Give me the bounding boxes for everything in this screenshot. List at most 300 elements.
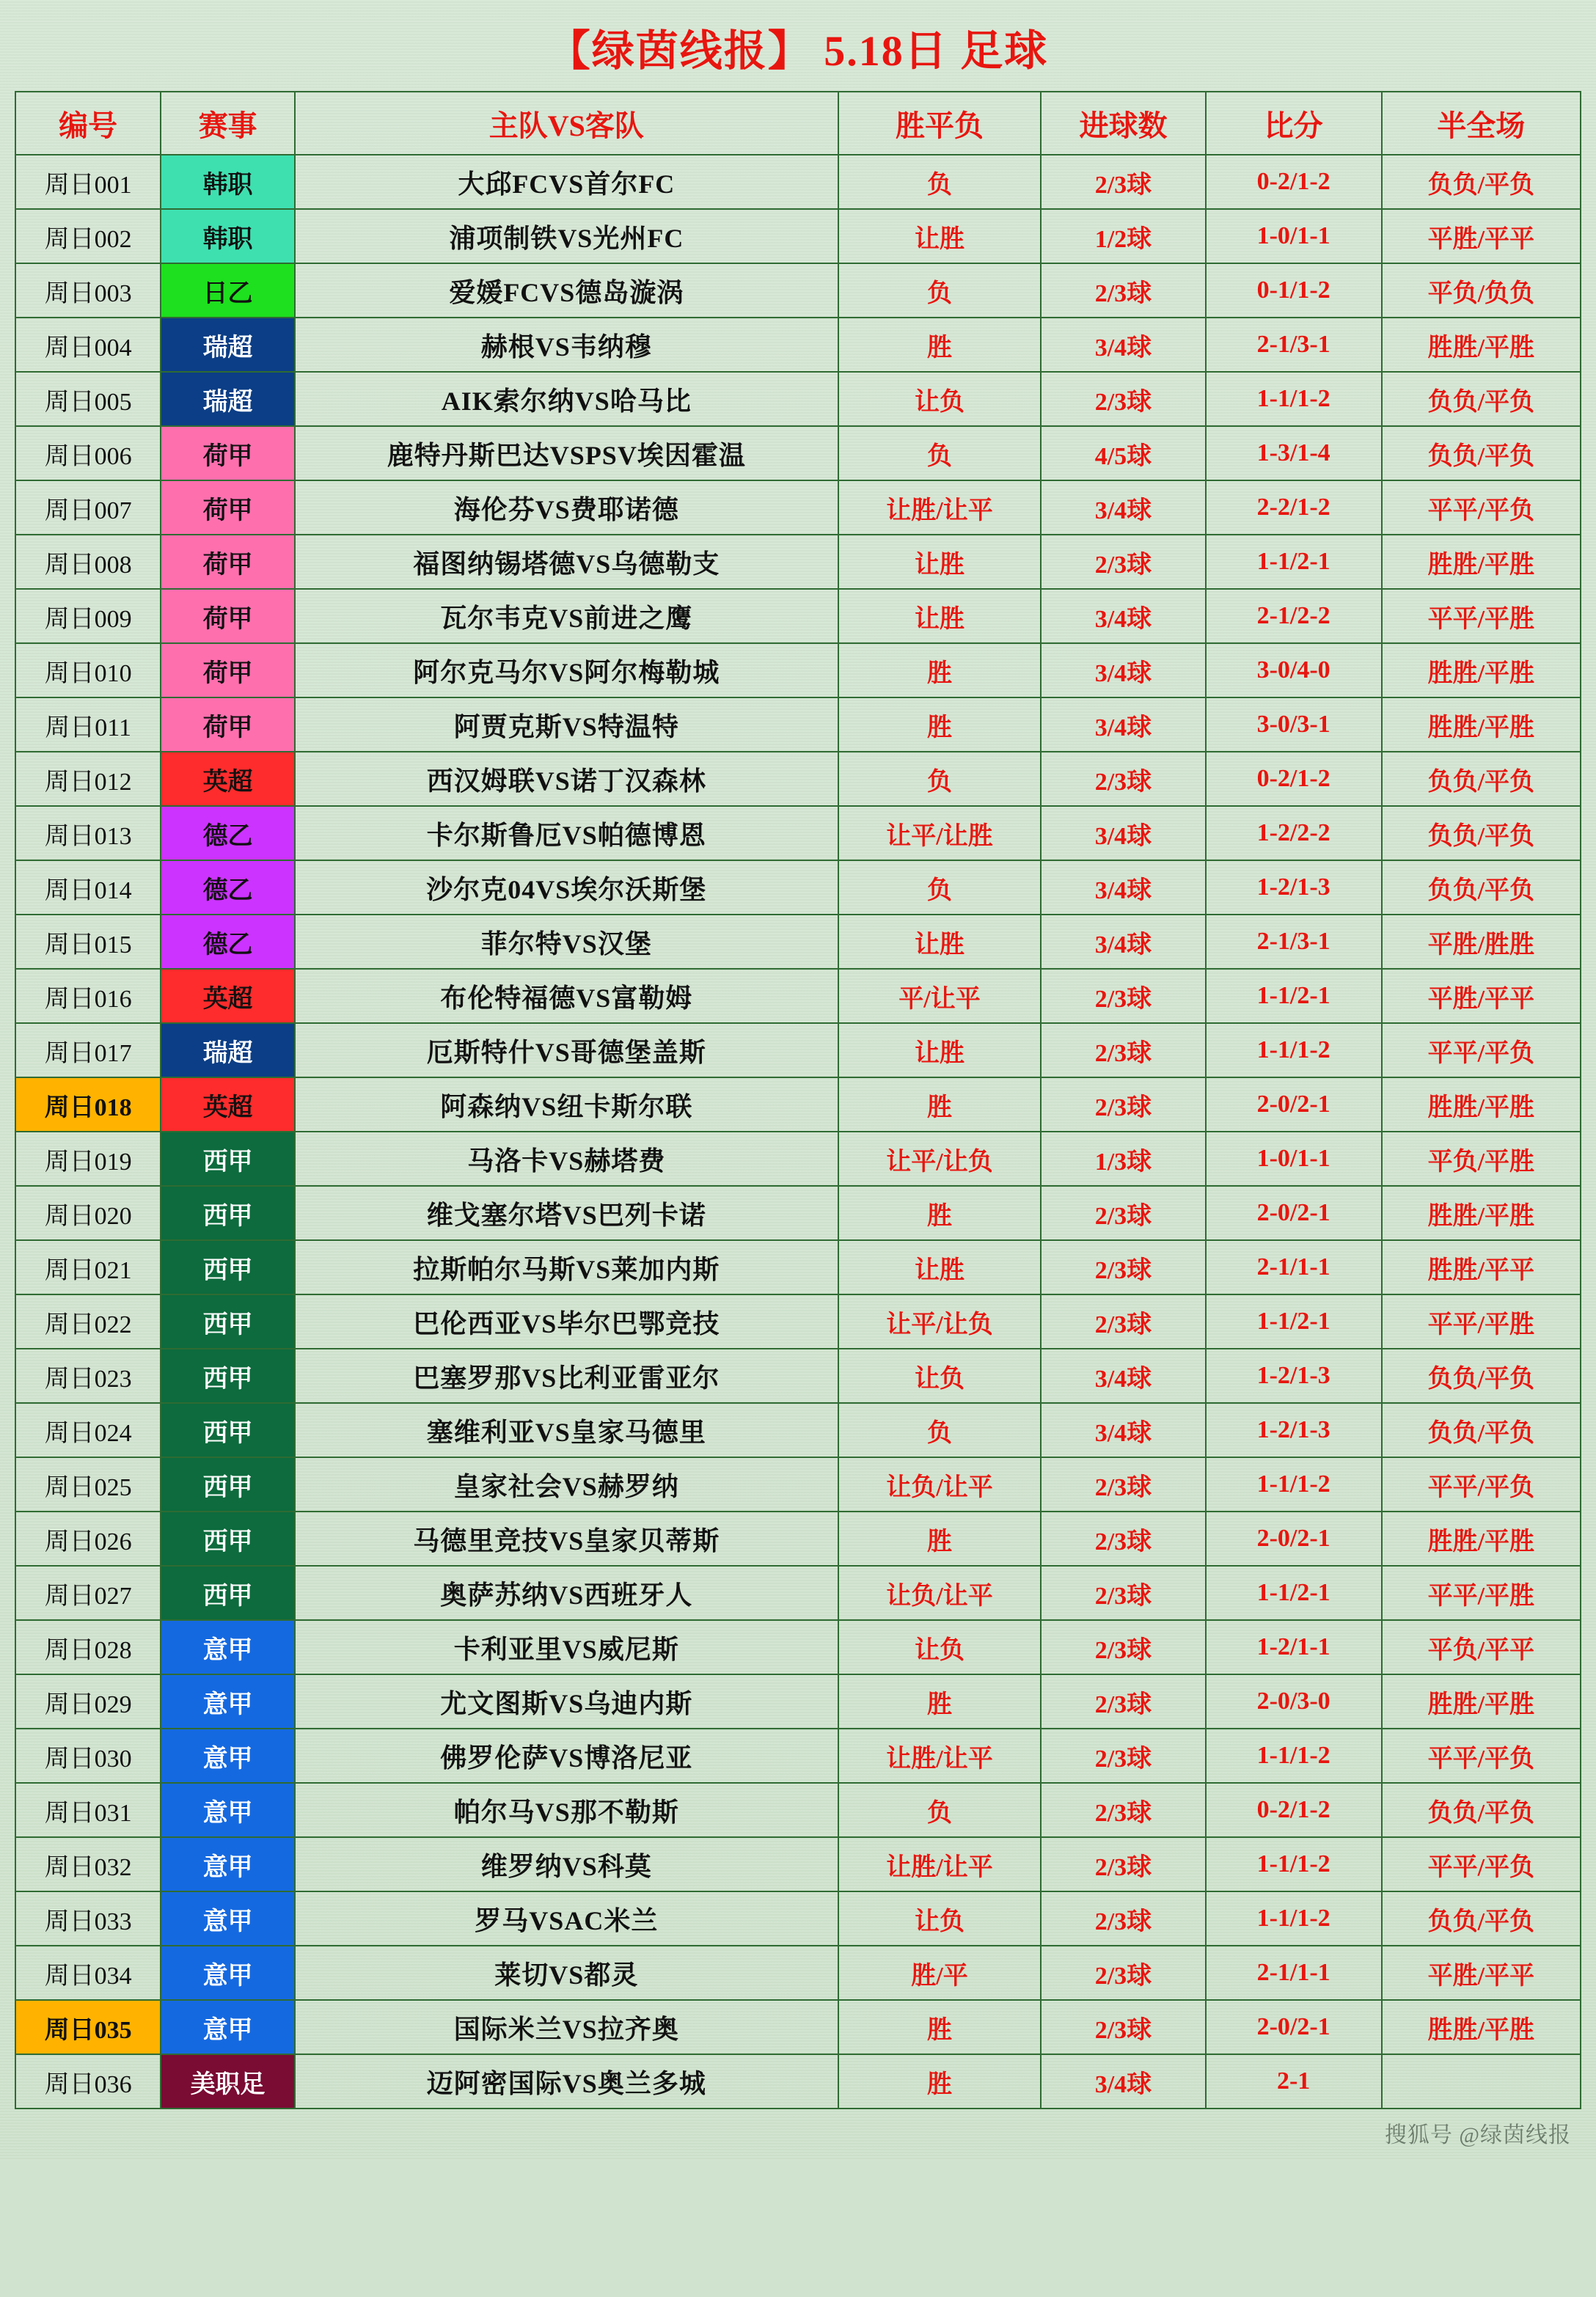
league-badge: 意甲	[161, 1837, 295, 1891]
goals-forecast: 2/3球	[1041, 1946, 1205, 2000]
match-index: 周日006	[15, 426, 161, 480]
goals-forecast: 3/4球	[1041, 806, 1205, 860]
column-header-teams: 主队VS客队	[295, 92, 838, 155]
result-forecast: 让负	[838, 1349, 1042, 1403]
halftime-fulltime-forecast: 胜胜/平平	[1382, 1240, 1581, 1294]
table-row	[15, 1566, 1581, 1620]
match-index: 周日005	[15, 372, 161, 426]
league-badge: 西甲	[161, 1240, 295, 1294]
goals-forecast: 2/3球	[1041, 1186, 1205, 1240]
goals-forecast: 3/4球	[1041, 643, 1205, 697]
score-forecast: 2-1/3-1	[1206, 318, 1382, 372]
goals-forecast: 3/4球	[1041, 480, 1205, 535]
score-forecast: 1-1/1-2	[1206, 1457, 1382, 1512]
match-index: 周日004	[15, 318, 161, 372]
match-teams: 马德里竞技VS皇家贝蒂斯	[295, 1512, 838, 1566]
result-forecast: 负	[838, 155, 1042, 209]
halftime-fulltime-forecast: 平平/平负	[1382, 1457, 1581, 1512]
score-forecast: 2-1/3-1	[1206, 915, 1382, 969]
league-badge: 西甲	[161, 1294, 295, 1349]
league-badge: 瑞超	[161, 318, 295, 372]
table-row	[15, 697, 1581, 752]
result-forecast: 胜	[838, 1077, 1042, 1132]
goals-forecast: 2/3球	[1041, 2000, 1205, 2054]
league-badge: 意甲	[161, 2000, 295, 2054]
match-teams: AIK索尔纳VS哈马比	[295, 372, 838, 426]
table-row	[15, 1512, 1581, 1566]
match-teams: 赫根VS韦纳穆	[295, 318, 838, 372]
score-forecast: 1-0/1-1	[1206, 1132, 1382, 1186]
table-row	[15, 752, 1581, 806]
goals-forecast: 2/3球	[1041, 1512, 1205, 1566]
score-forecast: 1-1/1-2	[1206, 1729, 1382, 1783]
score-forecast: 2-1/1-1	[1206, 1240, 1382, 1294]
halftime-fulltime-forecast: 平平/平负	[1382, 480, 1581, 535]
match-teams: 爱媛FCVS德岛漩涡	[295, 263, 838, 318]
match-index: 周日015	[15, 915, 161, 969]
result-forecast: 让胜	[838, 589, 1042, 643]
column-header-goals: 进球数	[1041, 92, 1205, 155]
result-forecast: 胜	[838, 1186, 1042, 1240]
match-index: 周日017	[15, 1023, 161, 1077]
league-badge: 意甲	[161, 1674, 295, 1729]
result-forecast: 让平/让负	[838, 1132, 1042, 1186]
match-index: 周日036	[15, 2054, 161, 2109]
result-forecast: 让负	[838, 372, 1042, 426]
match-teams: 马洛卡VS赫塔费	[295, 1132, 838, 1186]
goals-forecast: 1/3球	[1041, 1132, 1205, 1186]
goals-forecast: 2/3球	[1041, 1620, 1205, 1674]
league-badge: 瑞超	[161, 372, 295, 426]
table-row	[15, 209, 1581, 263]
score-forecast: 2-0/2-1	[1206, 1077, 1382, 1132]
halftime-fulltime-forecast: 平负/负负	[1382, 263, 1581, 318]
halftime-fulltime-forecast: 负负/平负	[1382, 1403, 1581, 1457]
match-teams: 布伦特福德VS富勒姆	[295, 969, 838, 1023]
score-forecast: 2-2/1-2	[1206, 480, 1382, 535]
score-forecast: 3-0/3-1	[1206, 697, 1382, 752]
halftime-fulltime-forecast: 平平/平负	[1382, 1837, 1581, 1891]
result-forecast: 让负/让平	[838, 1457, 1042, 1512]
league-badge: 英超	[161, 752, 295, 806]
match-teams: 巴伦西亚VS毕尔巴鄂竞技	[295, 1294, 838, 1349]
league-badge: 西甲	[161, 1349, 295, 1403]
score-forecast: 3-0/4-0	[1206, 643, 1382, 697]
match-teams: 浦项制铁VS光州FC	[295, 209, 838, 263]
score-forecast: 2-1	[1206, 2054, 1382, 2109]
column-header-index: 编号	[15, 92, 161, 155]
result-forecast: 胜	[838, 697, 1042, 752]
score-forecast: 2-0/3-0	[1206, 1674, 1382, 1729]
match-teams: 奥萨苏纳VS西班牙人	[295, 1566, 838, 1620]
match-index: 周日016	[15, 969, 161, 1023]
match-teams: 佛罗伦萨VS博洛尼亚	[295, 1729, 838, 1783]
league-badge: 瑞超	[161, 1023, 295, 1077]
goals-forecast: 2/3球	[1041, 1566, 1205, 1620]
halftime-fulltime-forecast: 胜胜/平胜	[1382, 1077, 1581, 1132]
table-row	[15, 1729, 1581, 1783]
match-teams: 沙尔克04VS埃尔沃斯堡	[295, 860, 838, 915]
goals-forecast: 4/5球	[1041, 426, 1205, 480]
result-forecast: 负	[838, 263, 1042, 318]
goals-forecast: 2/3球	[1041, 1294, 1205, 1349]
match-teams: 迈阿密国际VS奥兰多城	[295, 2054, 838, 2109]
halftime-fulltime-forecast: 平胜/平平	[1382, 1946, 1581, 2000]
result-forecast: 胜	[838, 318, 1042, 372]
score-forecast: 2-0/2-1	[1206, 2000, 1382, 2054]
halftime-fulltime-forecast: 负负/平负	[1382, 372, 1581, 426]
match-teams: 维罗纳VS科莫	[295, 1837, 838, 1891]
goals-forecast: 3/4球	[1041, 1349, 1205, 1403]
score-forecast: 1-1/1-2	[1206, 1891, 1382, 1946]
result-forecast: 让胜	[838, 915, 1042, 969]
goals-forecast: 2/3球	[1041, 1240, 1205, 1294]
table-row	[15, 1674, 1581, 1729]
matches-table	[15, 91, 1581, 2109]
league-badge: 韩职	[161, 209, 295, 263]
score-forecast: 1-1/2-1	[1206, 969, 1382, 1023]
result-forecast: 胜	[838, 643, 1042, 697]
result-forecast: 让负	[838, 1620, 1042, 1674]
goals-forecast: 3/4球	[1041, 1403, 1205, 1457]
goals-forecast: 3/4球	[1041, 589, 1205, 643]
score-forecast: 0-2/1-2	[1206, 752, 1382, 806]
halftime-fulltime-forecast: 负负/平负	[1382, 752, 1581, 806]
match-index: 周日029	[15, 1674, 161, 1729]
match-index: 周日025	[15, 1457, 161, 1512]
column-header-result: 胜平负	[838, 92, 1042, 155]
match-teams: 瓦尔韦克VS前进之鹰	[295, 589, 838, 643]
table-row	[15, 426, 1581, 480]
table-row	[15, 1294, 1581, 1349]
table-row	[15, 969, 1581, 1023]
table-row	[15, 1132, 1581, 1186]
score-forecast: 1-2/1-3	[1206, 1349, 1382, 1403]
table-row	[15, 806, 1581, 860]
match-teams: 福图纳锡塔德VS乌德勒支	[295, 535, 838, 589]
match-teams: 鹿特丹斯巴达VSPSV埃因霍温	[295, 426, 838, 480]
goals-forecast: 2/3球	[1041, 372, 1205, 426]
score-forecast: 2-0/2-1	[1206, 1186, 1382, 1240]
table-row	[15, 1186, 1581, 1240]
score-forecast: 2-1/2-2	[1206, 589, 1382, 643]
halftime-fulltime-forecast: 平平/平胜	[1382, 1294, 1581, 1349]
score-forecast: 1-3/1-4	[1206, 426, 1382, 480]
match-index: 周日001	[15, 155, 161, 209]
match-index: 周日011	[15, 697, 161, 752]
table-row	[15, 1023, 1581, 1077]
table-row	[15, 535, 1581, 589]
match-index: 周日023	[15, 1349, 161, 1403]
match-index: 周日030	[15, 1729, 161, 1783]
league-badge: 西甲	[161, 1457, 295, 1512]
table-header-row	[15, 92, 1581, 155]
score-forecast: 1-2/1-1	[1206, 1620, 1382, 1674]
result-forecast: 让胜/让平	[838, 480, 1042, 535]
goals-forecast: 3/4球	[1041, 2054, 1205, 2109]
table-row	[15, 1837, 1581, 1891]
score-forecast: 1-2/2-2	[1206, 806, 1382, 860]
halftime-fulltime-forecast: 平平/平负	[1382, 1729, 1581, 1783]
league-badge: 韩职	[161, 155, 295, 209]
match-teams: 菲尔特VS汉堡	[295, 915, 838, 969]
league-badge: 意甲	[161, 1891, 295, 1946]
match-index: 周日018	[15, 1077, 161, 1132]
league-badge: 英超	[161, 969, 295, 1023]
table-row	[15, 318, 1581, 372]
column-header-halftime-fulltime: 半全场	[1382, 92, 1581, 155]
halftime-fulltime-forecast: 负负/平负	[1382, 1349, 1581, 1403]
goals-forecast: 3/4球	[1041, 915, 1205, 969]
goals-forecast: 3/4球	[1041, 697, 1205, 752]
goals-forecast: 3/4球	[1041, 860, 1205, 915]
halftime-fulltime-forecast: 胜胜/平胜	[1382, 2000, 1581, 2054]
halftime-fulltime-forecast: 负负/平负	[1382, 155, 1581, 209]
match-index: 周日026	[15, 1512, 161, 1566]
halftime-fulltime-forecast: 平负/平平	[1382, 1620, 1581, 1674]
table-row	[15, 2000, 1581, 2054]
result-forecast: 让胜	[838, 535, 1042, 589]
match-teams: 海伦芬VS费耶诺德	[295, 480, 838, 535]
match-teams: 维戈塞尔塔VS巴列卡诺	[295, 1186, 838, 1240]
halftime-fulltime-forecast: 平胜/胜胜	[1382, 915, 1581, 969]
result-forecast: 让负	[838, 1891, 1042, 1946]
score-forecast: 2-0/2-1	[1206, 1512, 1382, 1566]
result-forecast: 让胜	[838, 209, 1042, 263]
match-index: 周日020	[15, 1186, 161, 1240]
match-index: 周日035	[15, 2000, 161, 2054]
watermark: 搜狐号 @绿茵线报	[1384, 2123, 1571, 2147]
goals-forecast: 2/3球	[1041, 752, 1205, 806]
league-badge: 荷甲	[161, 589, 295, 643]
match-teams: 帕尔马VS那不勒斯	[295, 1783, 838, 1837]
league-badge: 西甲	[161, 1403, 295, 1457]
score-forecast: 1-2/1-3	[1206, 860, 1382, 915]
table-row	[15, 263, 1581, 318]
table-row	[15, 1403, 1581, 1457]
match-teams: 阿森纳VS纽卡斯尔联	[295, 1077, 838, 1132]
match-index: 周日007	[15, 480, 161, 535]
table-row	[15, 915, 1581, 969]
league-badge: 德乙	[161, 860, 295, 915]
match-index: 周日028	[15, 1620, 161, 1674]
column-header-score: 比分	[1206, 92, 1382, 155]
match-teams: 罗马VSAC米兰	[295, 1891, 838, 1946]
result-forecast: 胜/平	[838, 1946, 1042, 2000]
league-badge: 英超	[161, 1077, 295, 1132]
match-teams: 阿尔克马尔VS阿尔梅勒城	[295, 643, 838, 697]
table-row	[15, 1946, 1581, 2000]
result-forecast: 让胜/让平	[838, 1729, 1042, 1783]
halftime-fulltime-forecast: 胜胜/平胜	[1382, 1674, 1581, 1729]
league-badge: 意甲	[161, 1620, 295, 1674]
league-badge: 意甲	[161, 1946, 295, 2000]
halftime-fulltime-forecast: 胜胜/平胜	[1382, 697, 1581, 752]
league-badge: 美职足	[161, 2054, 295, 2109]
match-index: 周日012	[15, 752, 161, 806]
score-forecast: 1-1/2-1	[1206, 535, 1382, 589]
table-body	[15, 155, 1581, 2109]
league-badge: 荷甲	[161, 426, 295, 480]
result-forecast: 让胜	[838, 1023, 1042, 1077]
league-badge: 西甲	[161, 1512, 295, 1566]
match-index: 周日014	[15, 860, 161, 915]
table-row	[15, 643, 1581, 697]
goals-forecast: 2/3球	[1041, 969, 1205, 1023]
match-teams: 莱切VS都灵	[295, 1946, 838, 2000]
table-row	[15, 1349, 1581, 1403]
halftime-fulltime-forecast: 平胜/平平	[1382, 969, 1581, 1023]
league-badge: 荷甲	[161, 480, 295, 535]
halftime-fulltime-forecast: 平负/平胜	[1382, 1132, 1581, 1186]
halftime-fulltime-forecast: 负负/平负	[1382, 1891, 1581, 1946]
goals-forecast: 2/3球	[1041, 1837, 1205, 1891]
match-index: 周日013	[15, 806, 161, 860]
score-forecast: 1-1/2-1	[1206, 1294, 1382, 1349]
match-teams: 西汉姆联VS诺丁汉森林	[295, 752, 838, 806]
halftime-fulltime-forecast: 负负/平负	[1382, 1783, 1581, 1837]
table-row	[15, 372, 1581, 426]
goals-forecast: 1/2球	[1041, 209, 1205, 263]
table-row	[15, 155, 1581, 209]
match-teams: 塞维利亚VS皇家马德里	[295, 1403, 838, 1457]
match-teams: 国际米兰VS拉齐奥	[295, 2000, 838, 2054]
result-forecast: 胜	[838, 2000, 1042, 2054]
score-forecast: 1-1/1-2	[1206, 1837, 1382, 1891]
goals-forecast: 2/3球	[1041, 1783, 1205, 1837]
match-teams: 卡利亚里VS威尼斯	[295, 1620, 838, 1674]
goals-forecast: 2/3球	[1041, 535, 1205, 589]
match-teams: 阿贾克斯VS特温特	[295, 697, 838, 752]
match-index: 周日002	[15, 209, 161, 263]
match-index: 周日031	[15, 1783, 161, 1837]
halftime-fulltime-forecast: 胜胜/平胜	[1382, 535, 1581, 589]
result-forecast: 让平/让负	[838, 1294, 1042, 1349]
halftime-fulltime-forecast: 平胜/平平	[1382, 209, 1581, 263]
goals-forecast: 2/3球	[1041, 1891, 1205, 1946]
match-index: 周日003	[15, 263, 161, 318]
goals-forecast: 3/4球	[1041, 318, 1205, 372]
match-index: 周日024	[15, 1403, 161, 1457]
halftime-fulltime-forecast: 胜胜/平胜	[1382, 643, 1581, 697]
match-teams: 卡尔斯鲁厄VS帕德博恩	[295, 806, 838, 860]
goals-forecast: 2/3球	[1041, 155, 1205, 209]
score-forecast: 0-2/1-2	[1206, 1783, 1382, 1837]
match-teams: 大邱FCVS首尔FC	[295, 155, 838, 209]
league-badge: 德乙	[161, 806, 295, 860]
league-badge: 意甲	[161, 1783, 295, 1837]
match-index: 周日034	[15, 1946, 161, 2000]
table-row	[15, 480, 1581, 535]
result-forecast: 平/让平	[838, 969, 1042, 1023]
score-forecast: 2-1/1-1	[1206, 1946, 1382, 2000]
goals-forecast: 2/3球	[1041, 1023, 1205, 1077]
table-row	[15, 1783, 1581, 1837]
halftime-fulltime-forecast: 负负/平负	[1382, 806, 1581, 860]
table-row	[15, 860, 1581, 915]
result-forecast: 让平/让胜	[838, 806, 1042, 860]
score-forecast: 0-2/1-2	[1206, 155, 1382, 209]
league-badge: 荷甲	[161, 643, 295, 697]
column-header-league: 赛事	[161, 92, 295, 155]
halftime-fulltime-forecast: 胜胜/平胜	[1382, 318, 1581, 372]
table-row	[15, 2054, 1581, 2109]
goals-forecast: 2/3球	[1041, 263, 1205, 318]
page-title: 【绿茵线报】 5.18日 足球	[547, 27, 1049, 75]
league-badge: 西甲	[161, 1566, 295, 1620]
halftime-fulltime-forecast: 负负/平负	[1382, 860, 1581, 915]
result-forecast: 让负/让平	[838, 1566, 1042, 1620]
match-teams: 拉斯帕尔马斯VS莱加内斯	[295, 1240, 838, 1294]
league-badge: 西甲	[161, 1186, 295, 1240]
table-row	[15, 1077, 1581, 1132]
table-row	[15, 1891, 1581, 1946]
score-forecast: 1-0/1-1	[1206, 209, 1382, 263]
match-index: 周日033	[15, 1891, 161, 1946]
result-forecast: 负	[838, 426, 1042, 480]
match-index: 周日021	[15, 1240, 161, 1294]
match-index: 周日019	[15, 1132, 161, 1186]
score-forecast: 1-1/1-2	[1206, 372, 1382, 426]
goals-forecast: 2/3球	[1041, 1729, 1205, 1783]
league-badge: 德乙	[161, 915, 295, 969]
table-row	[15, 1457, 1581, 1512]
goals-forecast: 2/3球	[1041, 1077, 1205, 1132]
league-badge: 日乙	[161, 263, 295, 318]
score-forecast: 1-2/1-3	[1206, 1403, 1382, 1457]
halftime-fulltime-forecast: 负负/平负	[1382, 426, 1581, 480]
halftime-fulltime-forecast: 胜胜/平胜	[1382, 1186, 1581, 1240]
match-index: 周日008	[15, 535, 161, 589]
match-index: 周日022	[15, 1294, 161, 1349]
halftime-fulltime-forecast	[1382, 2054, 1581, 2109]
halftime-fulltime-forecast: 平平/平胜	[1382, 1566, 1581, 1620]
result-forecast: 让胜	[838, 1240, 1042, 1294]
match-teams: 厄斯特什VS哥德堡盖斯	[295, 1023, 838, 1077]
match-teams: 皇家社会VS赫罗纳	[295, 1457, 838, 1512]
match-teams: 尤文图斯VS乌迪内斯	[295, 1674, 838, 1729]
goals-forecast: 2/3球	[1041, 1457, 1205, 1512]
result-forecast: 负	[838, 1783, 1042, 1837]
halftime-fulltime-forecast: 胜胜/平胜	[1382, 1512, 1581, 1566]
match-index: 周日009	[15, 589, 161, 643]
match-teams: 巴塞罗那VS比利亚雷亚尔	[295, 1349, 838, 1403]
match-index: 周日010	[15, 643, 161, 697]
halftime-fulltime-forecast: 平平/平负	[1382, 1023, 1581, 1077]
table-row	[15, 1620, 1581, 1674]
league-badge: 荷甲	[161, 535, 295, 589]
score-forecast: 1-1/2-1	[1206, 1566, 1382, 1620]
result-forecast: 让胜/让平	[838, 1837, 1042, 1891]
goals-forecast: 2/3球	[1041, 1674, 1205, 1729]
result-forecast: 胜	[838, 2054, 1042, 2109]
score-forecast: 1-1/1-2	[1206, 1023, 1382, 1077]
result-forecast: 胜	[838, 1674, 1042, 1729]
match-index: 周日032	[15, 1837, 161, 1891]
match-index: 周日027	[15, 1566, 161, 1620]
result-forecast: 负	[838, 752, 1042, 806]
league-badge: 荷甲	[161, 697, 295, 752]
score-forecast: 0-1/1-2	[1206, 263, 1382, 318]
table-row	[15, 589, 1581, 643]
result-forecast: 胜	[838, 1512, 1042, 1566]
league-badge: 西甲	[161, 1132, 295, 1186]
table-row	[15, 1240, 1581, 1294]
league-badge: 意甲	[161, 1729, 295, 1783]
halftime-fulltime-forecast: 平平/平胜	[1382, 589, 1581, 643]
result-forecast: 负	[838, 860, 1042, 915]
result-forecast: 负	[838, 1403, 1042, 1457]
